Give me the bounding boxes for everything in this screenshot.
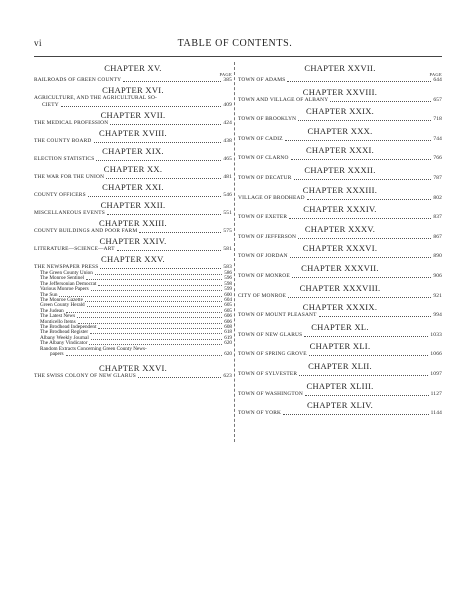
leader-dots (309, 355, 429, 356)
entry-title: The Jeffersonian Democrat (40, 280, 97, 287)
entry-page: 600 (224, 291, 232, 298)
leader-dots (98, 285, 222, 286)
entry-page: 598 (224, 280, 232, 287)
right-column (238, 62, 442, 420)
leader-dots (291, 159, 432, 160)
toc-entry (238, 391, 442, 398)
leader-dots (319, 316, 432, 317)
leader-dots (77, 317, 222, 318)
entry-page: 583 (223, 264, 232, 270)
toc-entry (34, 246, 232, 253)
leader-dots (90, 333, 222, 334)
chapter-heading: CHAPTER XXVI. (98, 362, 168, 373)
chapter-heading: CHAPTER XXIV. (99, 236, 167, 246)
leader-dots (299, 375, 428, 376)
chapter-heading: CHAPTER XXXIX. (302, 302, 378, 313)
entry-title: COUNTY OFFICERS (34, 192, 86, 198)
chapter-heading: CHAPTER XXX. (307, 125, 373, 136)
leader-dots (88, 196, 222, 197)
leader-dots (96, 160, 221, 161)
entry-page: 546 (223, 192, 232, 198)
leader-dots (98, 328, 222, 329)
chapter-heading: CHAPTER XXIII. (99, 218, 167, 228)
entry-page: 644 (433, 77, 442, 83)
chapter-heading: CHAPTER XXXIV. (303, 204, 377, 215)
leader-dots (304, 336, 428, 337)
leader-dots (305, 395, 429, 396)
entry-title: The Brodhead Register (40, 329, 89, 336)
chapter-heading: CHAPTER XLIII. (306, 380, 374, 391)
leader-dots (87, 306, 223, 307)
leader-dots (117, 250, 222, 251)
entry-page: 867 (433, 233, 442, 240)
toc-entry (238, 312, 442, 319)
leader-dots (294, 179, 432, 180)
chapter-heading: CHAPTER XVI. (102, 85, 164, 95)
entry-title: Monticello Items (40, 318, 76, 325)
toc-entry (238, 195, 442, 202)
toc-entry (34, 228, 232, 235)
leader-dots (91, 339, 222, 340)
chapter-heading: CHAPTER XV. (104, 63, 162, 73)
entry-page: 605 (224, 302, 232, 309)
newspaper-sub-entries (34, 271, 232, 347)
entry-page: 575 (223, 228, 232, 234)
header-rule (34, 56, 442, 57)
toc-entry (34, 210, 232, 217)
leader-dots (287, 81, 431, 82)
page-column-label: PAGE (219, 72, 232, 77)
entry-title: TOWN OF BROOKLYN (238, 116, 297, 123)
chapter-heading: CHAPTER XIX. (102, 146, 164, 156)
leader-dots (94, 142, 222, 143)
leader-dots (107, 214, 221, 215)
entry-title: TOWN OF SPRING GROVE (238, 351, 307, 358)
chapter-heading: CHAPTER XXXI. (305, 145, 375, 156)
entry-page: 465 (223, 156, 232, 162)
entry-page: 385 (223, 77, 232, 83)
toc-entry (238, 234, 442, 241)
chapter-heading: CHAPTER XVIII. (99, 128, 167, 138)
toc-entry (238, 253, 442, 260)
leader-dots (330, 101, 431, 102)
leader-dots (123, 81, 221, 82)
entry-title: TOWN OF SYLVESTER (238, 370, 298, 377)
toc-entry (238, 273, 442, 280)
toc-entry (238, 293, 442, 300)
entry-title: TOWN OF CADIZ (238, 135, 283, 142)
toc-entry (34, 138, 232, 145)
chapter-heading: CHAPTER XXIX. (305, 106, 375, 117)
toc-entry (238, 351, 442, 358)
leader-dots (139, 232, 221, 233)
leader-dots (78, 323, 223, 324)
leader-dots (66, 355, 223, 356)
toc-entry (34, 156, 232, 163)
entry-title: Various Monroe Papers (40, 286, 89, 293)
leader-dots (86, 279, 222, 280)
leader-dots (290, 257, 432, 258)
entry-title: COUNTY BUILDINGS AND POOR FARM (34, 228, 138, 234)
entry-title: TOWN OF EXETER (238, 214, 288, 221)
toc-entry (238, 155, 442, 162)
entry-page: 481 (223, 174, 232, 180)
entry-title: papers (50, 351, 64, 358)
chapter-heading: CHAPTER XXXV. (304, 223, 376, 234)
chapter-heading: CHAPTER XXII. (100, 200, 166, 210)
leader-dots (285, 140, 432, 141)
toc-entry (34, 192, 232, 199)
toc-entry (34, 77, 232, 84)
entry-page: 657 (433, 96, 442, 103)
toc-entry (34, 95, 232, 102)
entry-page: 596 (224, 275, 232, 282)
leader-dots (106, 178, 221, 179)
entry-page: 1066 (430, 351, 442, 358)
entry-title: The Green County Union (40, 270, 93, 276)
entry-title: The Albany Vindicator (40, 340, 88, 347)
chapter-heading: CHAPTER XVII. (100, 110, 166, 120)
leader-dots (283, 414, 428, 415)
entry-page: 620 (224, 340, 232, 347)
entry-page: 906 (433, 272, 442, 279)
page-header (34, 38, 436, 52)
entry-page: 608 (224, 324, 232, 331)
leader-dots (110, 124, 221, 125)
toc-entry (238, 410, 442, 417)
entry-title: THE COUNTY BOARD (34, 138, 92, 144)
entry-title: LITERATURE—SCIENCE—ART (34, 246, 115, 252)
entry-page: 787 (433, 174, 442, 181)
entry-page: 551 (223, 210, 232, 216)
page-number: vi (34, 38, 43, 48)
entry-title: TOWN AND VILLAGE OF ALBANY (238, 96, 329, 103)
leader-dots (66, 312, 222, 313)
leader-dots (59, 296, 222, 297)
entry-page: 581 (223, 246, 232, 252)
leader-dots (138, 377, 221, 378)
entry-page: 620 (224, 351, 232, 358)
toc-entry (238, 214, 442, 221)
chapter-heading: CHAPTER XXVIII. (302, 86, 378, 97)
leader-dots (91, 290, 223, 291)
toc-entry (238, 136, 442, 143)
leader-dots (95, 274, 222, 275)
toc-entry (238, 77, 442, 84)
leader-dots (298, 238, 431, 239)
entry-page: 744 (433, 135, 442, 142)
entry-title: MISCELLANEOUS EVENTS (34, 210, 105, 216)
entry-title: The Monroe Gazette (40, 297, 83, 304)
chapter-heading: CHAPTER XXXII. (304, 164, 376, 175)
toc-entry (238, 97, 442, 104)
chapter-heading: CHAPTER XXXIII. (302, 184, 378, 195)
leader-dots (100, 268, 221, 269)
entry-title: AGRICULTURE, AND THE AGRICULTURAL SO- (34, 95, 158, 101)
leader-dots (289, 218, 431, 219)
entry-title: CITY OF MONROE (238, 292, 287, 299)
chapter-heading: CHAPTER XLI. (309, 341, 371, 352)
entry-title: TOWN OF DECATUR (238, 174, 292, 181)
entry-page: 618 (224, 329, 232, 336)
entry-title: RAILROADS OF GREEN COUNTY (34, 77, 122, 83)
entry-title: VILLAGE OF BRODHEAD (238, 194, 305, 201)
entry-page: 837 (433, 214, 442, 221)
entry-page: 802 (433, 194, 442, 201)
entry-title: Random Extracts Concerning Green County News- (40, 345, 147, 352)
chapter-heading: CHAPTER XXVII. (304, 63, 376, 73)
entry-page: 424 (223, 120, 232, 126)
entry-title: THE WAR FOR THE UNION (34, 174, 105, 180)
chapter-heading: CHAPTER XLII. (308, 360, 372, 371)
entry-title: TOWN OF MOUNT PLEASANT (238, 312, 317, 319)
entry-title: The Brodhead Independent (40, 324, 97, 331)
page-title: TABLE OF CONTENTS. (177, 38, 293, 49)
entry-page: 1127 (430, 390, 442, 397)
entry-page: 606 (224, 313, 232, 320)
entry-title: Green County Herald (40, 302, 85, 309)
toc-entry (34, 174, 232, 181)
toc-entry (34, 120, 232, 127)
entry-page: 619 (224, 334, 232, 341)
entry-page: 1144 (430, 410, 442, 417)
entry-title: The Monroe Sentinel (40, 275, 85, 282)
entry-page: 718 (433, 116, 442, 123)
entry-title: THE SWISS COLONY OF NEW GLARUS (34, 372, 136, 379)
entry-page: 890 (433, 253, 442, 260)
entry-title: TOWN OF MONROE (238, 272, 290, 279)
entry-page: 606 (224, 318, 232, 325)
chapter-heading: CHAPTER XXXVIII. (299, 282, 381, 293)
entry-page: 586 (224, 270, 232, 276)
toc-entry (34, 373, 232, 380)
chapter-heading: CHAPTER XL. (311, 321, 369, 332)
entry-title: The Sun (40, 291, 58, 298)
entry-title: The Judean (40, 307, 64, 314)
toc-sub-entry-continued (34, 352, 232, 357)
entry-title: Albany Weekly Journal (40, 334, 89, 341)
entry-page: 438 (223, 138, 232, 144)
toc-entry (238, 175, 442, 182)
entry-title: CIETY (42, 102, 59, 108)
entry-page: 1097 (430, 370, 442, 377)
toc-entry (238, 332, 442, 339)
entry-page: 766 (433, 155, 442, 162)
chapter-heading: CHAPTER XXV. (101, 254, 165, 264)
entry-title: TOWN OF YORK (238, 410, 282, 417)
entry-title: The Latest News (40, 313, 76, 320)
entry-title: TOWN OF CLARNO (238, 155, 289, 162)
chapter-heading: CHAPTER XLIV. (306, 400, 374, 411)
entry-page: 623 (223, 372, 232, 379)
entry-title: TOWN OF JORDAN (238, 253, 288, 260)
leader-dots (298, 120, 431, 121)
leader-dots (288, 297, 431, 298)
entry-page: 994 (433, 312, 442, 319)
entry-title: TOWN OF ADAMS (238, 77, 286, 83)
entry-title: ELECTION STATISTICS (34, 156, 95, 162)
leader-dots (85, 301, 222, 302)
leader-dots (292, 277, 431, 278)
entry-title: TOWN OF WASHINGTON (238, 390, 303, 397)
entry-page: 409 (223, 102, 232, 108)
leader-dots (61, 106, 221, 107)
entry-page: 604 (224, 297, 232, 304)
entry-page: 599 (224, 286, 232, 293)
toc-entry (238, 116, 442, 123)
entry-page: 1033 (430, 331, 442, 338)
left-column (34, 62, 232, 380)
entry-page: 605 (224, 307, 232, 314)
chapter-heading: CHAPTER XXI. (102, 182, 164, 192)
chapter-heading: CHAPTER XXXVI. (302, 243, 378, 254)
entry-title: TOWN OF JEFFERSON (238, 233, 297, 240)
leader-dots (307, 199, 432, 200)
entry-page: 921 (433, 292, 442, 299)
toc-entry (238, 371, 442, 378)
chapter-heading: CHAPTER XX. (103, 164, 163, 174)
entry-title: TOWN OF NEW GLARUS (238, 331, 303, 338)
column-divider (234, 62, 235, 442)
entry-title: THE MEDICAL PROFESSION (34, 120, 109, 126)
toc-entry-continued (34, 102, 232, 109)
page-column-label: PAGE (429, 72, 442, 77)
entry-title: THE NEWSPAPER PRESS (34, 264, 99, 270)
chapter-heading: CHAPTER XXXVII. (301, 262, 379, 273)
